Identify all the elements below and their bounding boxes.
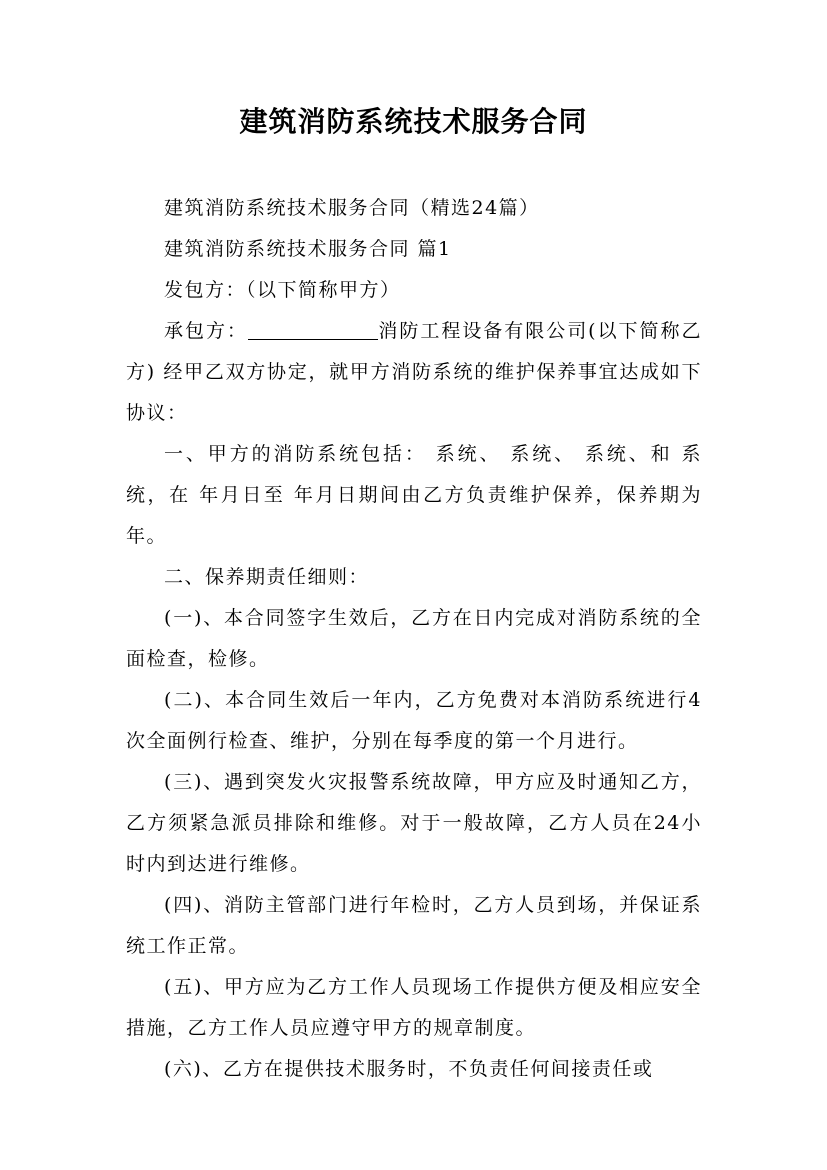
paragraph-item-3: (三)、遇到突发火灾报警系统故障，甲方应及时通知乙方，乙方须紧急派员排除和维修。对于一般故障，乙方人员在24小时内到达进行维修。: [126, 771, 702, 875]
contractor-label: 承包方：: [164, 320, 248, 342]
paragraph-item-6: (六)、乙方在提供技术服务时，不负责任何间接责任或: [164, 1058, 654, 1080]
document-title: 建筑消防系统技术服务合同: [239, 105, 588, 138]
paragraph-item-4: (四)、消防主管部门进行年检时，乙方人员到场，并保证系统工作正常。: [126, 894, 702, 957]
paragraph-contractor: [126, 311, 702, 434]
contractor-text: 消防工程设备有限公司(以下简称乙方) 经甲乙双方协定，就甲方消防系统的维护保养事宜达成如下协议：: [126, 320, 702, 424]
paragraph-clause-2: 二、保养期责任细则：: [164, 566, 370, 588]
document-body: [126, 188, 702, 1090]
paragraph-item-5: (五)、甲方应为乙方工作人员现场工作提供方便及相应安全措施，乙方工作人员应遵守甲方的规章制度。: [126, 976, 702, 1039]
paragraph-section-heading: 建筑消防系统技术服务合同 篇1: [164, 238, 452, 260]
contractor-name-blank: [248, 319, 378, 340]
paragraph-clause-1: 一、甲方的消防系统包括： 系统、 系统、 系统、和 系统，在 年月日至 年月日期间由乙方负责维护保养，保养期为 年。: [126, 443, 702, 547]
paragraph-item-2: (二)、本合同生效后一年内，乙方免费对本消防系统进行4次全面例行检查、维护，分别在每季度的第一个月进行。: [126, 689, 702, 752]
paragraph-item-1: (一)、本合同签字生效后，乙方在日内完成对消防系统的全面检查，检修。: [126, 607, 702, 670]
paragraph-subtitle: 建筑消防系统技术服务合同（精选24篇）: [164, 197, 540, 219]
paragraph-employer: 发包方：（以下简称甲方）: [164, 279, 401, 301]
